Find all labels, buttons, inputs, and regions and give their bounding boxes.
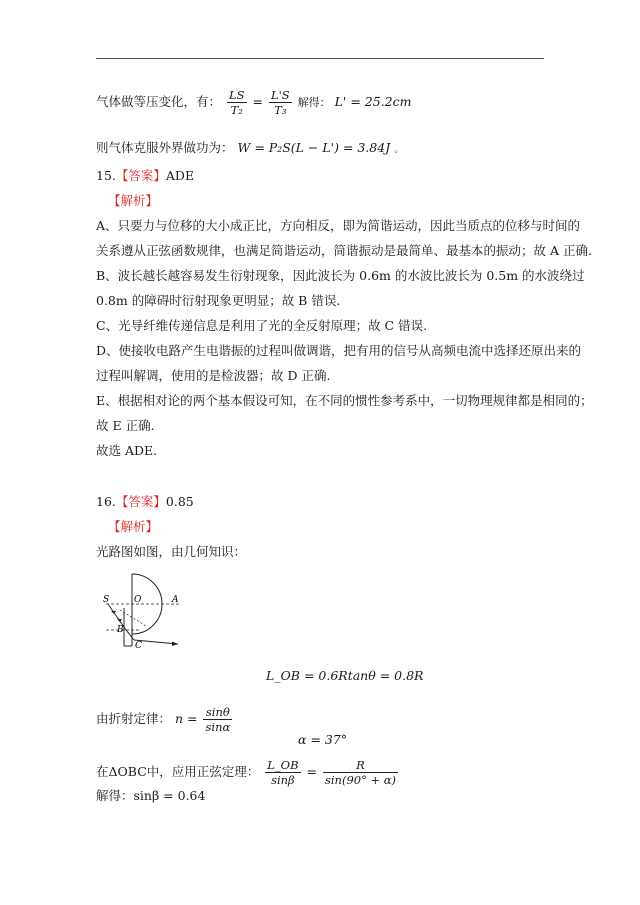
q15-line: E、根据相对论的两个基本假设可知，在不同的惯性参考系中，一切物理规律都是相同的； [96,393,593,408]
lob-equation: L_OB = 0.6Rtanθ = 0.8R [266,668,424,683]
q16-answer-line [96,494,194,510]
refraction-prefix: 由折射定律： [96,711,172,726]
q16-analysis-tag: 【解析】 [108,519,159,534]
work-formula: W = P₂S(L − L') = 3.84J [237,140,391,155]
q15-line: 故 E 正确. [96,418,155,433]
refraction-line [96,697,234,734]
q15-analysis-tag-line [108,193,158,209]
fraction-r-sin: $\frac{R}{\sin(90^\circ + \alpha)}$ [324,758,397,787]
triangle-prefix: 在ΔOBC中，应用正弦定理： [96,764,260,779]
q16-answer-tag: 【答案】 [115,494,166,509]
solve-value: L' = 25.2cm [334,94,412,109]
fraction-ls-t2: $\frac{LS}{\text{T₂}}$ [229,88,245,117]
sine-theorem-line: 在ΔOBC中，应用正弦定理： $\frac{L\_OB}{\sin\beta}$ = $\frac{R}{\sin(90^\circ + \alpha)}$ [96,748,400,787]
fraction-sin-theta-alpha: $\frac{\sin\theta}{\sin\alpha}$ [205,705,231,734]
work-line [96,140,403,158]
header-rule [96,58,544,59]
solve-label: 解得： [297,96,331,109]
q16-intro: 光路图如图，由几何知识： [96,544,247,559]
q16-analysis-tag-line [108,519,158,535]
label-s: S [103,595,110,605]
gas-equation-line [96,88,411,117]
n-lhs: n = [175,711,198,726]
q15-line: 0.8m 的障碍时衍射现象更明显；故 B 错误. [96,293,341,308]
q15-line: 过程叫解调，使用的是检波器；故 D 正确. [96,368,331,383]
q15-answer-line [96,168,194,184]
q15-number: 15. [96,168,116,183]
label-a: A [172,595,179,605]
gas-prefix: 气体做等压变化，有： [96,94,222,109]
alpha-value: α = 37° [298,732,348,747]
solve-sin-beta: 解得：sinβ = 0.64 [96,788,206,803]
fraction-lob-sinbeta: $\frac{L\_OB}{\sin\beta}$ [267,758,299,787]
q16-number: 16. [96,494,116,509]
q16-answer: 0.85 [165,494,194,509]
q15-line: B、波长越长越容易发生衍射现象，因此波长为 0.6m 的水波比波长为 0.5m 的水波绕过 [96,268,585,283]
q15-line: A、只要力与位移的大小成正比，方向相反，即为简谐运动，因此当质点的位移与时间的 [96,218,581,233]
q15-analysis-tag: 【解析】 [108,193,159,208]
equals-sign: = [252,94,263,109]
light-path-diagram [100,568,182,650]
q15-line: 故选 ADE. [96,443,158,458]
label-c: C [135,641,142,650]
label-o: O [134,595,142,605]
work-suffix: 。 [394,145,404,155]
fraction-ls-t3: $\frac{L'S}{\text{T₃}}$ [270,88,290,117]
label-b: B [117,625,124,635]
q15-answer-tag: 【答案】 [115,168,166,183]
work-prefix: 则气体克服外界做功为： [96,140,234,155]
q15-line: 关系遵从正弦函数规律，也满足简谐运动，简谐振动是最简单、最基本的振动；故 A 正确. [96,243,592,258]
q15-line: D、使接收电路产生电谐振的过程叫做调谐，把有用的信号从高频电流中选择还原出来的 [96,343,582,358]
q15-line: C、光导纤维传递信息是利用了光的全反射原理；故 C 错误. [96,318,428,333]
q15-answer: ADE [165,168,195,183]
